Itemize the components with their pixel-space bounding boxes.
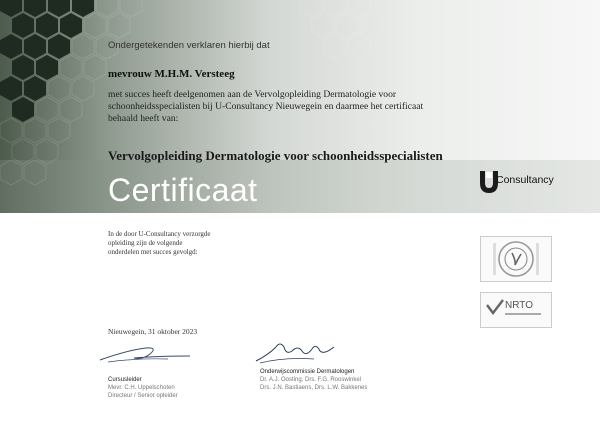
statement-line: schoonheidsspecialisten bij U-Consultancy Nieuwegein en daarmee het certificaat xyxy=(108,101,424,112)
signer-line: Mevr. C.H. Uppelschoten xyxy=(108,385,175,391)
modules-line: onderdelen met succes gevolgd: xyxy=(108,248,198,256)
course-title: Vervolgopleiding Dermatologie voor schoonheidsspecialisten xyxy=(108,148,443,163)
statement-line: met succes heeft deelgenomen aan de Vervolgopleiding Dermatologie voor xyxy=(108,89,397,100)
nrto-badge xyxy=(480,292,552,328)
modules-line: opleiding zijn de volgende xyxy=(108,239,183,247)
modules-line: In de door U-Consultancy verzorgde xyxy=(108,230,211,238)
issue-date: Nieuwegein, 31 oktober 2023 xyxy=(108,327,198,336)
crkbo-seal-icon xyxy=(481,237,551,281)
signer-line: Drs. J.N. Bastiaens, Drs. L.W. Bakkenes xyxy=(260,385,368,391)
nrto-check-icon xyxy=(484,293,506,327)
signer-right xyxy=(260,368,367,392)
signer-role: Onderwijscommissie Dermatologen xyxy=(260,369,355,375)
recipient-name: mevrouw M.H.M. Versteeg xyxy=(108,68,235,80)
nrto-label: NRTO xyxy=(505,300,533,311)
certificate-statement xyxy=(108,89,478,125)
intro-text: Ondergetekenden verklaren hierbij dat xyxy=(108,40,270,51)
nrto-underline xyxy=(505,313,541,315)
signer-role: Cursusleider xyxy=(108,377,142,383)
signer-line: Dr. A.J. Oosting, Drs. F.G. Rooswinkel xyxy=(260,377,362,383)
certificate-title: Certificaat xyxy=(108,172,258,208)
crkbo-badge xyxy=(480,236,552,282)
modules-intro xyxy=(108,230,268,257)
signer-line: Directeur / Senior opleider xyxy=(108,393,178,399)
statement-line: behaald heeft van: xyxy=(108,113,179,124)
signer-left xyxy=(108,376,178,400)
signature-left xyxy=(98,338,193,368)
logo-wordmark: Consultancy xyxy=(496,174,554,186)
signature-right xyxy=(254,337,339,367)
